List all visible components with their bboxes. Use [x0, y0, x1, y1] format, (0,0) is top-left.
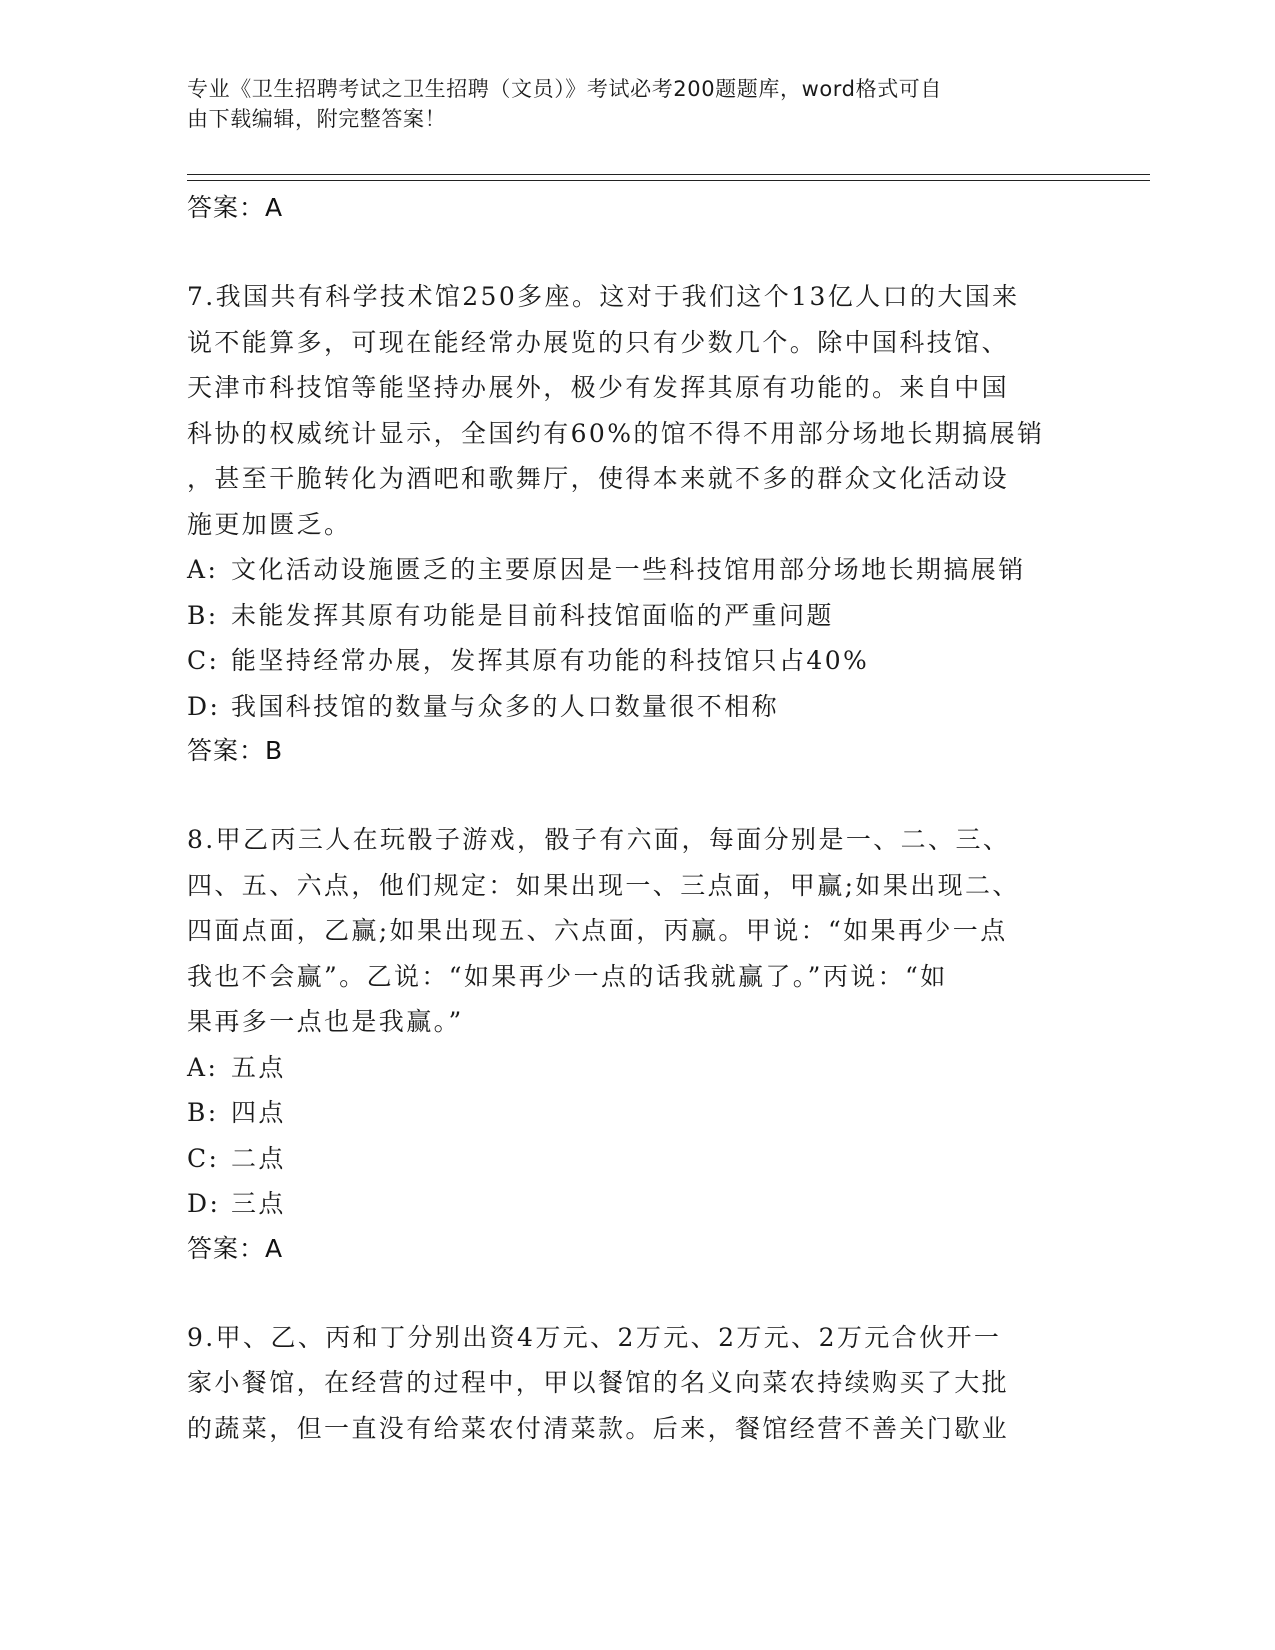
spacer	[187, 1271, 1087, 1315]
question-line: 家小餐馆，在经营的过程中，甲以餐馆的名义向菜农持续购买了大批	[187, 1368, 1010, 1397]
question-line: 四面点面，乙赢;如果出现五、六点面，丙赢。甲说：“如果再少一点	[187, 916, 1008, 945]
option-d	[187, 1181, 1087, 1227]
option-text: 三点	[231, 1189, 286, 1218]
option-key: D:	[187, 1189, 221, 1218]
option-key: B:	[187, 1098, 219, 1127]
option-key: B:	[187, 600, 219, 630]
document-body	[187, 186, 1087, 1451]
option-b	[187, 1090, 1087, 1136]
option-text: 未能发挥其原有功能是目前科技馆面临的严重问题	[231, 600, 834, 630]
answer-q7: 答案：B	[187, 736, 284, 765]
question-line: 说不能算多，可现在能经常办展览的只有少数几个。除中国科技馆、	[187, 327, 1010, 357]
header-rule-bottom	[187, 180, 1150, 181]
option-text: 文化活动设施匮乏的主要原因是一些科技馆用部分场地长期搞展销	[231, 555, 1026, 584]
question-line: 施更加匮乏。	[187, 509, 352, 539]
option-key: C:	[187, 1143, 220, 1173]
option-text: 四点	[231, 1098, 286, 1127]
document-header	[187, 74, 1067, 134]
header-line-1: 专业《卫生招聘考试之卫生招聘（文员）》考试必考200题题库，word格式可自	[187, 77, 942, 101]
option-text: 二点	[231, 1143, 286, 1173]
option-key: D:	[187, 691, 221, 721]
question-line: 果再多一点也是我赢。”	[187, 1007, 464, 1036]
option-text: 五点	[231, 1052, 286, 1082]
header-rule-top	[187, 174, 1150, 175]
question-line: 9.甲、乙、丙和丁分别出资4万元、2万元、2万元、2万元合伙开一	[187, 1322, 1002, 1352]
question-line: ，甚至干脆转化为酒吧和歌舞厅，使得本来就不多的群众文化活动设	[187, 464, 1010, 493]
question-7	[187, 274, 1087, 773]
option-text: 我国科技馆的数量与众多的人口数量很不相称	[231, 691, 780, 721]
option-a	[187, 1045, 1087, 1091]
question-line: 8.甲乙丙三人在玩骰子游戏，骰子有六面，每面分别是一、二、三、	[187, 825, 1011, 854]
question-9	[187, 1315, 1087, 1452]
option-key: A:	[187, 555, 219, 584]
question-line: 四、五、六点，他们规定：如果出现一、三点面，甲赢;如果出现二、	[187, 870, 1020, 900]
option-key: A:	[187, 1052, 219, 1082]
header-line-2: 由下载编辑，附完整答案！	[187, 107, 447, 131]
question-line: 7.我国共有科学技术馆250多座。这对于我们这个13亿人口的大国来	[187, 282, 1020, 311]
option-c	[187, 638, 1087, 684]
question-line: 科协的权威统计显示，全国约有60%的馆不得不用部分场地长期搞展销	[187, 418, 1045, 448]
answer-previous: 答案：A	[187, 193, 284, 222]
option-text: 能坚持经常办展，发挥其原有功能的科技馆只占40%	[231, 646, 870, 675]
question-8	[187, 817, 1087, 1271]
answer-q8: 答案：A	[187, 1233, 284, 1263]
question-line: 天津市科技馆等能坚持办展外，极少有发挥其原有功能的。来自中国	[187, 373, 1010, 402]
spacer	[187, 230, 1087, 274]
option-a	[187, 547, 1087, 593]
question-line: 的蔬菜，但一直没有给菜农付清菜款。后来，餐馆经营不善关门歇业	[187, 1413, 1010, 1443]
option-c	[187, 1136, 1087, 1182]
spacer	[187, 773, 1087, 817]
option-d	[187, 684, 1087, 730]
option-key: C:	[187, 646, 220, 675]
question-line: 我也不会赢”。乙说：“如果再少一点的话我就赢了。”丙说：“如	[187, 961, 948, 991]
option-b	[187, 593, 1087, 639]
